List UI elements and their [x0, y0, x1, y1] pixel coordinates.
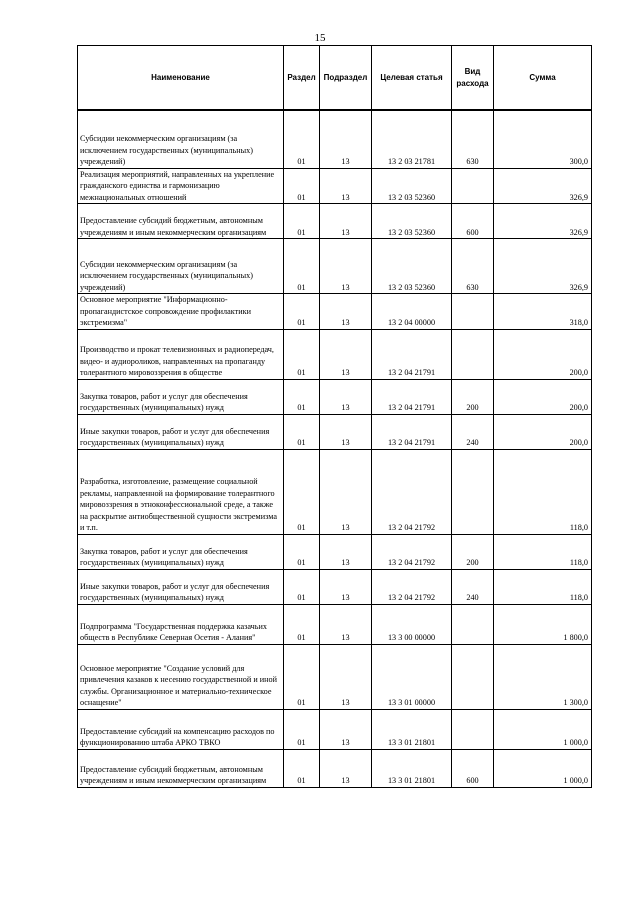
table-row [78, 379, 592, 414]
cell-section: 01 [284, 168, 320, 204]
cell-section: 01 [284, 239, 320, 294]
cell-type [452, 294, 494, 330]
cell-name: Закупка товаров, работ и услуг для обеспечения государственных (муниципальных) нужд [78, 379, 284, 414]
cell-type: 240 [452, 569, 494, 604]
cell-type: 200 [452, 379, 494, 414]
cell-name: Субсидии некоммерческим организациям (за исключением государственных (муниципальных) учреждений) [78, 239, 284, 294]
cell-type: 240 [452, 414, 494, 449]
table-row [78, 569, 592, 604]
header-name: Наименование [78, 46, 284, 111]
cell-name: Субсидии некоммерческим организациям (за исключением государственных (муниципальных) учреждений) [78, 110, 284, 168]
cell-name: Подпрограмма "Государственная поддержка казачьих обществ в Республике Северная Осетия - Алания" [78, 604, 284, 644]
cell-type: 200 [452, 534, 494, 569]
header-subsection: Подраздел [320, 46, 372, 111]
cell-section: 01 [284, 110, 320, 168]
cell-section: 01 [284, 414, 320, 449]
cell-subsection: 13 [320, 204, 372, 239]
cell-section: 01 [284, 604, 320, 644]
cell-section: 01 [284, 644, 320, 709]
cell-target: 13 2 04 21792 [372, 569, 452, 604]
table-row [78, 168, 592, 204]
table-row [78, 709, 592, 749]
cell-name: Производство и прокат телевизионных и радиопередач, видео- и аудиороликов, направленных на пропаганду толерантного мировоззрения в обществе [78, 329, 284, 379]
cell-subsection: 13 [320, 329, 372, 379]
cell-section: 01 [284, 379, 320, 414]
cell-target: 13 2 04 21792 [372, 534, 452, 569]
cell-type [452, 644, 494, 709]
cell-target: 13 3 00 00000 [372, 604, 452, 644]
header-section: Раздел [284, 46, 320, 111]
cell-type [452, 168, 494, 204]
cell-amount: 326,9 [494, 239, 592, 294]
cell-name: Предоставление субсидий бюджетным, автономным учреждениям и иным некоммерческим организациям [78, 204, 284, 239]
cell-name: Разработка, изготовление, размещение социальной рекламы, направленной на формирование толерантного мировоззрения в этноконфессиональной среде, а также на раскрытие антиобщественной сущности экстремизма и т.п. [78, 449, 284, 534]
cell-name: Закупка товаров, работ и услуг для обеспечения государственных (муниципальных) нужд [78, 534, 284, 569]
cell-target: 13 2 04 21791 [372, 414, 452, 449]
header-type: Вид расхода [452, 46, 494, 111]
table-row [78, 749, 592, 787]
table-row [78, 204, 592, 239]
cell-section: 01 [284, 294, 320, 330]
cell-amount: 300,0 [494, 110, 592, 168]
cell-subsection: 13 [320, 239, 372, 294]
budget-table [77, 45, 592, 788]
cell-amount: 326,9 [494, 204, 592, 239]
cell-subsection: 13 [320, 168, 372, 204]
cell-type: 630 [452, 239, 494, 294]
cell-name: Основное мероприятие "Информационно-пропагандистское сопровождение профилактики экстремизма" [78, 294, 284, 330]
cell-target: 13 2 03 52360 [372, 204, 452, 239]
cell-type [452, 449, 494, 534]
table-row [78, 534, 592, 569]
table-row [78, 604, 592, 644]
table-row [78, 294, 592, 330]
table-row [78, 329, 592, 379]
cell-section: 01 [284, 204, 320, 239]
cell-subsection: 13 [320, 294, 372, 330]
cell-amount: 200,0 [494, 329, 592, 379]
cell-name: Реализация мероприятий, направленных на укрепление гражданского единства и гармонизацию межнациональных отношений [78, 168, 284, 204]
cell-subsection: 13 [320, 604, 372, 644]
cell-amount: 118,0 [494, 534, 592, 569]
cell-target: 13 2 04 21792 [372, 449, 452, 534]
cell-target: 13 3 01 21801 [372, 709, 452, 749]
cell-target: 13 2 03 52360 [372, 168, 452, 204]
table-row [78, 644, 592, 709]
cell-target: 13 3 01 00000 [372, 644, 452, 709]
cell-subsection: 13 [320, 379, 372, 414]
cell-section: 01 [284, 449, 320, 534]
table-row [78, 239, 592, 294]
cell-amount: 1 800,0 [494, 604, 592, 644]
cell-name: Иные закупки товаров, работ и услуг для обеспечения государственных (муниципальных) нужд [78, 569, 284, 604]
cell-amount: 200,0 [494, 379, 592, 414]
cell-target: 13 2 03 52360 [372, 239, 452, 294]
page-number: 15 [314, 32, 326, 44]
cell-type [452, 329, 494, 379]
cell-target: 13 2 04 00000 [372, 294, 452, 330]
header-target: Целевая статья [372, 46, 452, 111]
cell-amount: 118,0 [494, 449, 592, 534]
cell-subsection: 13 [320, 749, 372, 787]
table-row [78, 449, 592, 534]
cell-name: Предоставление субсидий бюджетным, автономным учреждениям и иным некоммерческим организациям [78, 749, 284, 787]
cell-target: 13 2 04 21791 [372, 379, 452, 414]
cell-subsection: 13 [320, 414, 372, 449]
cell-subsection: 13 [320, 709, 372, 749]
cell-subsection: 13 [320, 644, 372, 709]
cell-subsection: 13 [320, 449, 372, 534]
cell-subsection: 13 [320, 534, 372, 569]
cell-amount: 1 000,0 [494, 749, 592, 787]
table-header-row [78, 46, 592, 111]
cell-section: 01 [284, 749, 320, 787]
cell-target: 13 2 03 21781 [372, 110, 452, 168]
cell-section: 01 [284, 534, 320, 569]
cell-section: 01 [284, 329, 320, 379]
cell-type [452, 604, 494, 644]
cell-type: 600 [452, 204, 494, 239]
cell-subsection: 13 [320, 110, 372, 168]
cell-type [452, 709, 494, 749]
table-row [78, 110, 592, 168]
cell-section: 01 [284, 569, 320, 604]
cell-target: 13 3 01 21801 [372, 749, 452, 787]
cell-type: 600 [452, 749, 494, 787]
header-amount: Сумма [494, 46, 592, 111]
cell-section: 01 [284, 709, 320, 749]
cell-amount: 200,0 [494, 414, 592, 449]
cell-amount: 326,9 [494, 168, 592, 204]
table-body [78, 110, 592, 787]
cell-type: 630 [452, 110, 494, 168]
cell-amount: 118,0 [494, 569, 592, 604]
table-row [78, 414, 592, 449]
cell-amount: 318,0 [494, 294, 592, 330]
cell-amount: 1 300,0 [494, 644, 592, 709]
cell-name: Иные закупки товаров, работ и услуг для обеспечения государственных (муниципальных) нужд [78, 414, 284, 449]
cell-amount: 1 000,0 [494, 709, 592, 749]
cell-target: 13 2 04 21791 [372, 329, 452, 379]
cell-name: Предоставление субсидий на компенсацию расходов по функционированию штаба АРКО ТВКО [78, 709, 284, 749]
cell-subsection: 13 [320, 569, 372, 604]
cell-name: Основное мероприятие "Создание условий для привлечения казаков к несению государственной и иной службы. Организационное и материально-техническое оснащение" [78, 644, 284, 709]
